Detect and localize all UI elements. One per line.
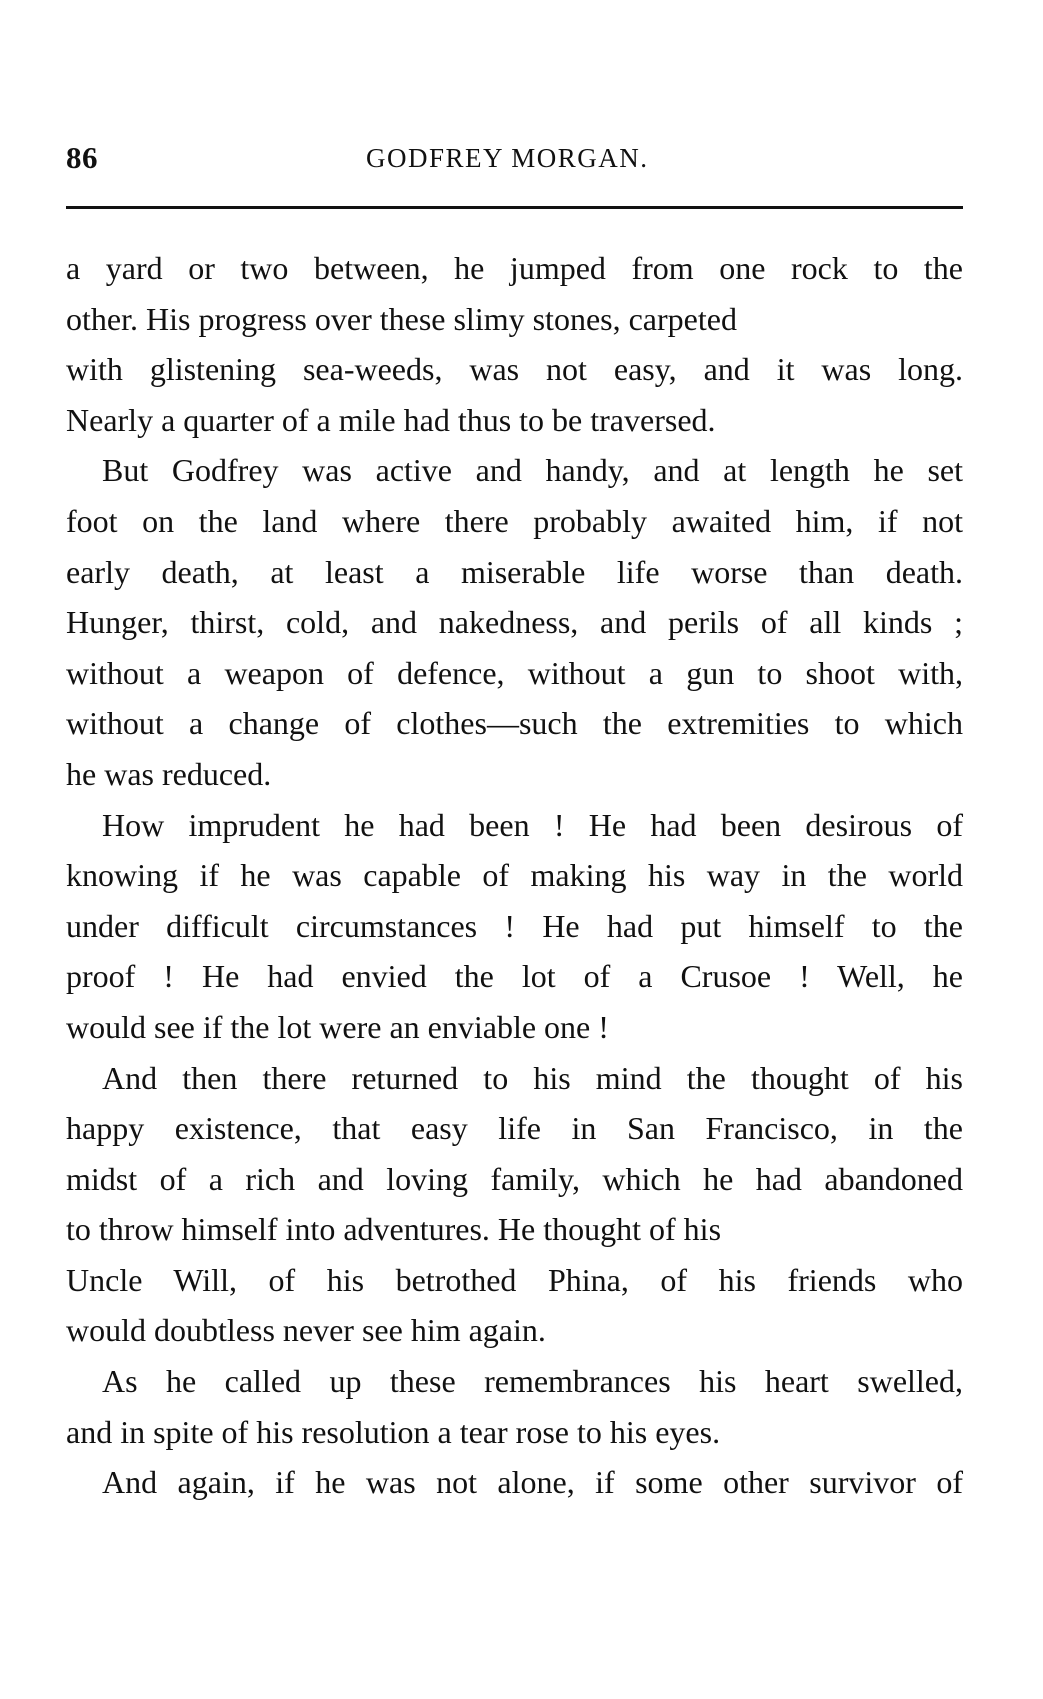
text-line: would doubtless never see him again.	[66, 1312, 546, 1349]
header-rule	[66, 206, 963, 209]
text-line: early death, at least a miserable life worse than death.	[66, 553, 963, 590]
text-line: Nearly a quarter of a mile had thus to be traversed.	[66, 401, 716, 438]
text-line: Hunger, thirst, cold, and nakedness, and perils of all kinds ;	[66, 604, 963, 641]
page-header	[66, 140, 963, 176]
text-line: a yard or two between, he jumped from one rock to the	[66, 250, 963, 286]
text-line: would see if the lot were an enviable one !	[66, 1008, 609, 1045]
text-line: But Godfrey was active and handy, and at length he set	[102, 452, 963, 489]
text-line: without a weapon of defence, without a gun to shoot with,	[66, 654, 963, 691]
text-line: under difficult circumstances ! He had put himself to the	[66, 907, 963, 944]
text-line: to throw himself into adventures. He thought of his	[66, 1211, 722, 1248]
text-line: foot on the land where there probably awaited him, if not	[66, 502, 963, 539]
text-line: proof ! He had envied the lot of a Crusoe ! Well, he	[66, 958, 963, 995]
text-line: And again, if he was not alone, if some other survivor of	[102, 1464, 963, 1501]
body-text	[66, 243, 976, 1508]
page-number: 86	[66, 140, 98, 175]
text-line: without a change of clothes—such the extremities to which	[66, 705, 963, 742]
text-line: How imprudent he had been ! He had been desirous of	[102, 806, 963, 843]
text-line: As he called up these remembrances his heart swelled,	[102, 1363, 963, 1400]
text-line: with glistening sea-weeds, was not easy, and it was long.	[66, 351, 963, 388]
running-title: GODFREY MORGAN.	[366, 143, 649, 173]
text-line: and in spite of his resolution a tear rose to his eyes.	[66, 1413, 721, 1450]
text-line: he was reduced.	[66, 755, 272, 792]
text-line: knowing if he was capable of making his way in the world	[66, 857, 963, 894]
text-line: happy existence, that easy life in San Francisco, in the	[66, 1110, 963, 1147]
text-line: other. His progress over these slimy stones, carpeted	[66, 300, 737, 337]
text-line: And then there returned to his mind the thought of his	[102, 1059, 963, 1096]
text-line: midst of a rich and loving family, which he had abandoned	[66, 1160, 963, 1197]
text-line: Uncle Will, of his betrothed Phina, of his friends who	[66, 1261, 963, 1298]
